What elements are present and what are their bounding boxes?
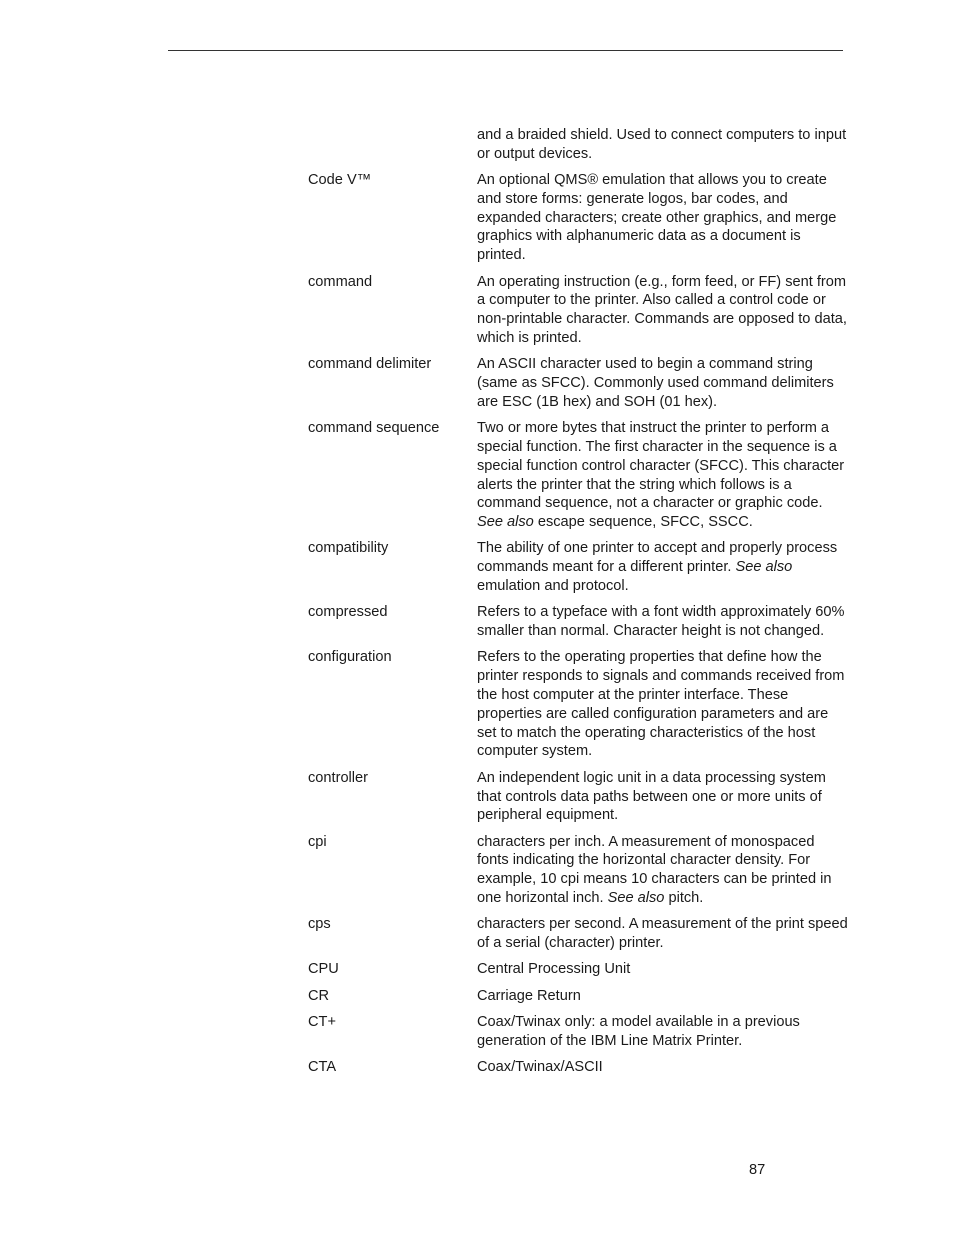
glossary-definition <box>477 539 848 595</box>
definition-text: An ASCII character used to begin a command string (same as SFCC). Commonly used command delimiters are ESC (1B hex) and SOH (01 hex). <box>477 356 834 410</box>
definition-text: Coax/Twinax/ASCII <box>477 1059 603 1076</box>
glossary-definition <box>477 769 848 825</box>
glossary-entry <box>308 960 848 979</box>
glossary-entry <box>308 833 848 908</box>
definition-text: emulation and protocol. <box>477 578 629 595</box>
glossary-term: CPU <box>308 961 339 978</box>
definition-text: Coax/Twinax only: a model available in a previous generation of the IBM Line Matrix Printer. <box>477 1013 800 1049</box>
glossary-entry <box>308 171 848 265</box>
glossary-entry <box>308 648 848 761</box>
header-rule <box>168 50 843 51</box>
glossary-definition <box>477 603 848 641</box>
definition-text: characters per second. A measurement of the print speed of a serial (character) printer. <box>477 916 848 952</box>
definition-text: Central Processing Unit <box>477 961 631 978</box>
glossary-term <box>308 126 477 164</box>
definition-text: The ability of one printer to accept and properly process commands meant for a different printer. <box>477 540 838 576</box>
glossary-definition <box>477 833 848 908</box>
see-also-reference: See also <box>477 514 534 531</box>
glossary-entry <box>308 539 848 595</box>
glossary-definition <box>477 960 848 979</box>
definition-text: Carriage Return <box>477 987 581 1004</box>
glossary-entry <box>308 126 848 164</box>
glossary-term: cps <box>308 916 331 933</box>
glossary-definition <box>477 1058 848 1077</box>
definition-text: pitch. <box>664 889 704 906</box>
glossary-definition <box>477 1013 848 1051</box>
glossary-definition <box>477 171 848 265</box>
glossary-term: Code V™ <box>308 172 372 189</box>
glossary-entry <box>308 603 848 641</box>
definition-text: An independent logic unit in a data processing system that controls data paths between one or more units of peripheral equipment. <box>477 769 826 824</box>
glossary-definition <box>477 273 848 348</box>
glossary-term: command <box>308 273 373 290</box>
glossary-term: controller <box>308 769 369 786</box>
definition-text: An optional QMS® emulation that allows you to create and store forms: generate logos, bar codes, and expanded characters; create other graphics, and merge graphics with alphanumeric data as a document is printed. <box>477 172 837 264</box>
glossary-term: CT+ <box>308 1013 336 1030</box>
definition-text: characters per inch. A measurement of monospaced fonts indicating the horizontal character density. For example, 10 cpi means 10 characters can be printed in one horizontal inch. <box>477 833 832 906</box>
glossary-definition <box>477 915 848 953</box>
see-also-reference: See also <box>735 559 793 576</box>
glossary-term: CR <box>308 987 330 1004</box>
definition-text: Refers to a typeface with a font width approximately 60% smaller than normal. Character height is not changed. <box>477 604 845 640</box>
see-also-reference: See also <box>607 889 665 906</box>
page-number: 87 <box>749 1162 766 1178</box>
glossary-term: command delimiter <box>308 356 432 373</box>
glossary-term: command sequence <box>308 420 440 437</box>
glossary-entry <box>308 1013 848 1051</box>
glossary-entry <box>308 355 848 411</box>
glossary-entry <box>308 1058 848 1077</box>
glossary-term: compressed <box>308 604 388 621</box>
glossary-entry <box>308 419 848 532</box>
glossary-entry <box>308 273 848 348</box>
definition-text: and a braided shield. Used to connect computers to input or output devices. <box>477 127 847 162</box>
glossary-term: compatibility <box>308 540 389 557</box>
glossary-definition <box>477 987 848 1006</box>
definition-text: Refers to the operating properties that define how the printer responds to signals and commands received from the host computer at the printer interface. These properties are called configuration parameters and are set to match the operating characteristics of the host computer system. <box>477 649 845 760</box>
glossary-list <box>308 126 848 1084</box>
glossary-entry <box>308 987 848 1006</box>
glossary-term: CTA <box>308 1059 337 1076</box>
glossary-definition <box>477 355 848 411</box>
definition-text: An operating instruction (e.g., form feed, or FF) sent from a computer to the printer. Also called a control code or non-printable character. Commands are opposed to data, which is printed. <box>477 273 847 346</box>
glossary-definition <box>477 419 848 532</box>
glossary-definition <box>477 126 848 164</box>
glossary-entry <box>308 915 848 953</box>
glossary-definition <box>477 648 848 761</box>
glossary-term: configuration <box>308 649 392 666</box>
glossary-entry <box>308 769 848 825</box>
glossary-term: cpi <box>308 833 327 850</box>
definition-text: escape sequence, SFCC, SSCC. <box>533 514 753 531</box>
definition-text: Two or more bytes that instruct the printer to perform a special function. The first character in the sequence is a special function control character (SFCC). This character alerts the printer that the string which follows is a command sequence, not a character or graphic code. <box>477 420 845 512</box>
